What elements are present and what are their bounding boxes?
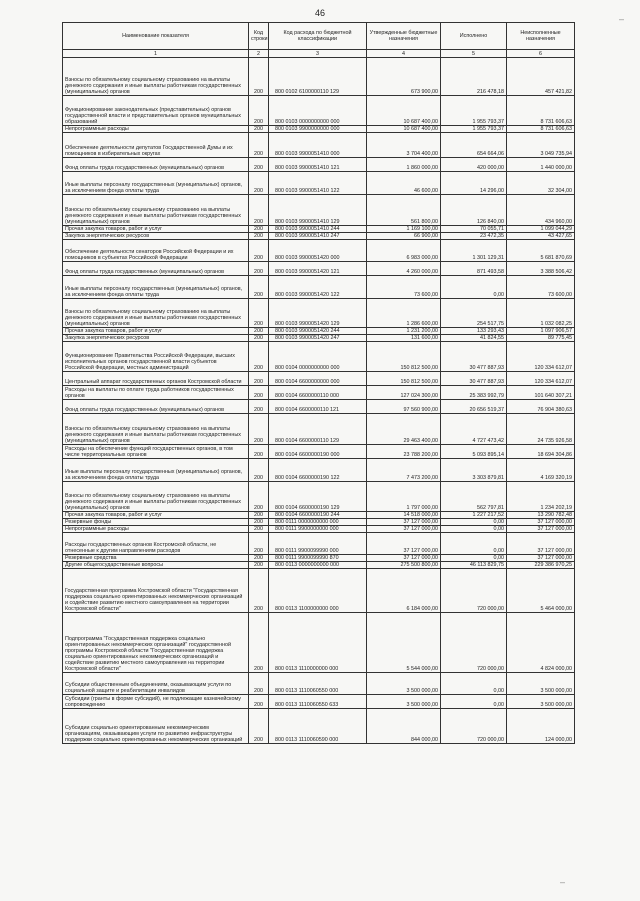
row-unexecuted-amount: 4 824 000,00 bbox=[507, 613, 575, 673]
row-executed-amount: 14 296,00 bbox=[441, 172, 507, 195]
scan-mark-top: – bbox=[618, 14, 624, 24]
row-approved-amount: 1 231 200,00 bbox=[367, 328, 441, 335]
table-row bbox=[63, 58, 575, 96]
row-indicator-name: Расходы государственных органов Костромской области, не отнесенные к другим направлениям расходов bbox=[63, 533, 249, 555]
row-line-code: 200 bbox=[249, 695, 269, 709]
table-row bbox=[63, 133, 575, 158]
table-row bbox=[63, 482, 575, 512]
row-indicator-name: Взносы по обязательному социальному страхованию на выплаты денежного содержания и иные выплаты работникам государственных (муниципальных) органов bbox=[63, 299, 249, 328]
row-line-code: 200 bbox=[249, 519, 269, 526]
row-indicator-name: Резервные средства bbox=[63, 555, 249, 562]
row-line-code: 200 bbox=[249, 512, 269, 519]
row-approved-amount: 29 463 400,00 bbox=[367, 414, 441, 445]
row-line-code: 200 bbox=[249, 240, 269, 262]
row-indicator-name: Субсидии (гранты в форме субсидий), не подлежащие казначейскому сопровождению bbox=[63, 695, 249, 709]
row-indicator-name: Центральный аппарат государственных органов Костромской области bbox=[63, 372, 249, 386]
row-executed-amount: 654 664,06 bbox=[441, 133, 507, 158]
row-budget-classification: 800 0103 9900051410 247 bbox=[269, 233, 367, 240]
row-approved-amount: 3 500 000,00 bbox=[367, 673, 441, 695]
row-line-code: 200 bbox=[249, 613, 269, 673]
table-row bbox=[63, 195, 575, 226]
row-budget-classification: 800 0113 0000000000 000 bbox=[269, 562, 367, 569]
row-indicator-name: Прочая закупка товаров, работ и услуг bbox=[63, 226, 249, 233]
table-row bbox=[63, 226, 575, 233]
row-budget-classification: 800 0113 1110000000 000 bbox=[269, 613, 367, 673]
row-unexecuted-amount: 1 032 082,25 bbox=[507, 299, 575, 328]
row-line-code: 200 bbox=[249, 335, 269, 342]
row-budget-classification: 800 0102 6100000110 129 bbox=[269, 58, 367, 96]
row-indicator-name: Иные выплаты персоналу государственных (муниципальных) органов, за исключением фонда оплаты труда bbox=[63, 276, 249, 299]
row-line-code: 200 bbox=[249, 276, 269, 299]
row-approved-amount: 673 900,00 bbox=[367, 58, 441, 96]
row-unexecuted-amount: 101 640 307,21 bbox=[507, 386, 575, 400]
row-approved-amount: 6 983 000,00 bbox=[367, 240, 441, 262]
budget-execution-table bbox=[62, 22, 575, 744]
row-line-code: 200 bbox=[249, 533, 269, 555]
page-number: 46 bbox=[314, 8, 325, 18]
row-line-code: 200 bbox=[249, 96, 269, 126]
row-indicator-name: Субсидии социально ориентированным некоммерческим организациям, оказывающим услуги по развитию инфраструктуры поддержки социально ориентированных некоммерческих организаций bbox=[63, 709, 249, 744]
table-column-numbers-row bbox=[63, 50, 575, 58]
row-line-code: 200 bbox=[249, 328, 269, 335]
row-indicator-name: Функционирование законодательных (представительных) органов государственной власти и представительных органов муниципальных образований bbox=[63, 96, 249, 126]
row-executed-amount: 720 000,00 bbox=[441, 709, 507, 744]
row-approved-amount: 131 600,00 bbox=[367, 335, 441, 342]
table-row bbox=[63, 526, 575, 533]
table-row bbox=[63, 414, 575, 445]
row-unexecuted-amount: 37 127 000,00 bbox=[507, 533, 575, 555]
row-approved-amount: 23 788 200,00 bbox=[367, 445, 441, 459]
row-budget-classification: 800 0111 9900000000 000 bbox=[269, 526, 367, 533]
row-approved-amount: 1 286 600,00 bbox=[367, 299, 441, 328]
row-approved-amount: 150 812 500,00 bbox=[367, 372, 441, 386]
row-executed-amount: 720 000,00 bbox=[441, 613, 507, 673]
row-indicator-name: Фонд оплаты труда государственных (муниципальных) органов bbox=[63, 400, 249, 414]
row-unexecuted-amount: 8 731 606,63 bbox=[507, 126, 575, 133]
row-executed-amount: 30 477 887,93 bbox=[441, 372, 507, 386]
row-approved-amount: 14 518 000,00 bbox=[367, 512, 441, 519]
row-unexecuted-amount: 4 169 320,19 bbox=[507, 459, 575, 482]
row-executed-amount: 0,00 bbox=[441, 673, 507, 695]
row-budget-classification: 800 0103 9900051420 247 bbox=[269, 335, 367, 342]
table-row bbox=[63, 519, 575, 526]
row-line-code: 200 bbox=[249, 372, 269, 386]
table-row bbox=[63, 372, 575, 386]
row-executed-amount: 0,00 bbox=[441, 555, 507, 562]
row-budget-classification: 800 0103 9900051420 121 bbox=[269, 262, 367, 276]
row-unexecuted-amount: 89 775,45 bbox=[507, 335, 575, 342]
table-row bbox=[63, 233, 575, 240]
row-approved-amount: 6 184 000,00 bbox=[367, 569, 441, 613]
row-indicator-name: Взносы по обязательному социальному страхованию на выплаты денежного содержания и иные выплаты работникам государственных (муниципальных) органов bbox=[63, 195, 249, 226]
row-indicator-name: Субсидии общественным объединениям, оказывающим услуги по социальной защите и реабилитации инвалидов bbox=[63, 673, 249, 695]
row-executed-amount: 3 303 879,81 bbox=[441, 459, 507, 482]
row-line-code: 200 bbox=[249, 400, 269, 414]
row-line-code: 200 bbox=[249, 58, 269, 96]
row-unexecuted-amount: 37 127 000,00 bbox=[507, 555, 575, 562]
row-budget-classification: 800 0103 9900051410 000 bbox=[269, 133, 367, 158]
column-number: 3 bbox=[269, 50, 367, 58]
table-row bbox=[63, 276, 575, 299]
header-budget-classification: Код расхода по бюджетной классификации bbox=[269, 23, 367, 50]
table-row bbox=[63, 126, 575, 133]
row-unexecuted-amount: 120 334 612,07 bbox=[507, 342, 575, 372]
row-line-code: 200 bbox=[249, 562, 269, 569]
row-budget-classification: 800 0104 6600000190 122 bbox=[269, 459, 367, 482]
row-executed-amount: 1 955 793,37 bbox=[441, 126, 507, 133]
row-budget-classification: 800 0103 9900051420 129 bbox=[269, 299, 367, 328]
table-row bbox=[63, 386, 575, 400]
row-budget-classification: 800 0111 0000000000 000 bbox=[269, 519, 367, 526]
row-line-code: 200 bbox=[249, 172, 269, 195]
row-executed-amount: 1 955 793,37 bbox=[441, 96, 507, 126]
row-budget-classification: 800 0104 0000000000 000 bbox=[269, 342, 367, 372]
column-number: 2 bbox=[249, 50, 269, 58]
row-budget-classification: 800 0111 9900099990 870 bbox=[269, 555, 367, 562]
row-budget-classification: 800 0104 6600000190 000 bbox=[269, 445, 367, 459]
row-line-code: 200 bbox=[249, 262, 269, 276]
row-indicator-name: Фонд оплаты труда государственных (муниципальных) органов bbox=[63, 158, 249, 172]
row-budget-classification: 800 0103 9900000000 000 bbox=[269, 126, 367, 133]
row-approved-amount: 150 812 500,00 bbox=[367, 342, 441, 372]
row-line-code: 200 bbox=[249, 569, 269, 613]
row-approved-amount: 844 000,00 bbox=[367, 709, 441, 744]
row-line-code: 200 bbox=[249, 126, 269, 133]
row-executed-amount: 216 478,18 bbox=[441, 58, 507, 96]
column-number: 6 bbox=[507, 50, 575, 58]
row-unexecuted-amount: 229 386 970,25 bbox=[507, 562, 575, 569]
row-unexecuted-amount: 13 290 782,48 bbox=[507, 512, 575, 519]
row-approved-amount: 4 260 000,00 bbox=[367, 262, 441, 276]
row-indicator-name: Обеспечение деятельности сенаторов Российской Федерации и их помощников в субъектах Российской Федерации bbox=[63, 240, 249, 262]
row-unexecuted-amount: 3 388 506,42 bbox=[507, 262, 575, 276]
row-approved-amount: 10 687 400,00 bbox=[367, 96, 441, 126]
table-row bbox=[63, 709, 575, 744]
row-indicator-name: Расходы на выплаты по оплате труда работников государственных органов bbox=[63, 386, 249, 400]
row-executed-amount: 0,00 bbox=[441, 533, 507, 555]
table-row bbox=[63, 158, 575, 172]
row-line-code: 200 bbox=[249, 158, 269, 172]
row-executed-amount: 0,00 bbox=[441, 519, 507, 526]
table-row bbox=[63, 533, 575, 555]
header-line-code: Код строки bbox=[249, 23, 269, 50]
row-indicator-name: Обеспечение деятельности депутатов Государственной Думы и их помощников в избирательных округах bbox=[63, 133, 249, 158]
row-line-code: 200 bbox=[249, 414, 269, 445]
row-budget-classification: 800 0103 9900051420 244 bbox=[269, 328, 367, 335]
row-line-code: 200 bbox=[249, 526, 269, 533]
row-approved-amount: 3 704 400,00 bbox=[367, 133, 441, 158]
table-row bbox=[63, 512, 575, 519]
row-executed-amount: 5 093 895,14 bbox=[441, 445, 507, 459]
table-row bbox=[63, 569, 575, 613]
row-budget-classification: 800 0113 1100000000 000 bbox=[269, 569, 367, 613]
row-unexecuted-amount: 43 427,65 bbox=[507, 233, 575, 240]
header-executed: Исполнено bbox=[441, 23, 507, 50]
row-line-code: 200 bbox=[249, 459, 269, 482]
table-row bbox=[63, 342, 575, 372]
row-line-code: 200 bbox=[249, 233, 269, 240]
row-executed-amount: 0,00 bbox=[441, 526, 507, 533]
row-executed-amount: 720 000,00 bbox=[441, 569, 507, 613]
row-line-code: 200 bbox=[249, 195, 269, 226]
table-row bbox=[63, 695, 575, 709]
row-approved-amount: 1 860 000,00 bbox=[367, 158, 441, 172]
row-executed-amount: 1 227 217,52 bbox=[441, 512, 507, 519]
row-unexecuted-amount: 24 735 926,58 bbox=[507, 414, 575, 445]
table-body bbox=[63, 58, 575, 744]
row-line-code: 200 bbox=[249, 555, 269, 562]
row-line-code: 200 bbox=[249, 386, 269, 400]
row-executed-amount: 4 727 473,42 bbox=[441, 414, 507, 445]
row-unexecuted-amount: 3 500 000,00 bbox=[507, 673, 575, 695]
row-indicator-name: Прочая закупка товаров, работ и услуг bbox=[63, 328, 249, 335]
row-approved-amount: 37 127 000,00 bbox=[367, 526, 441, 533]
scan-mark-bottom: – bbox=[560, 877, 566, 887]
row-unexecuted-amount: 73 600,00 bbox=[507, 276, 575, 299]
row-executed-amount: 41 824,55 bbox=[441, 335, 507, 342]
table-row bbox=[63, 335, 575, 342]
row-executed-amount: 70 055,71 bbox=[441, 226, 507, 233]
row-approved-amount: 37 127 000,00 bbox=[367, 533, 441, 555]
row-indicator-name: Взносы по обязательному социальному страхованию на выплаты денежного содержания и иные выплаты работникам государственных (муниципальных) органов bbox=[63, 58, 249, 96]
table-row bbox=[63, 400, 575, 414]
row-approved-amount: 37 127 000,00 bbox=[367, 555, 441, 562]
header-approved: Утвержденные бюджетные назначения bbox=[367, 23, 441, 50]
row-unexecuted-amount: 8 731 606,63 bbox=[507, 96, 575, 126]
row-approved-amount: 3 500 000,00 bbox=[367, 695, 441, 709]
row-approved-amount: 127 024 300,00 bbox=[367, 386, 441, 400]
row-unexecuted-amount: 37 127 000,00 bbox=[507, 526, 575, 533]
row-unexecuted-amount: 32 304,00 bbox=[507, 172, 575, 195]
row-indicator-name: Другие общегосударственные вопросы bbox=[63, 562, 249, 569]
row-indicator-name: Резервные фонды bbox=[63, 519, 249, 526]
row-budget-classification: 800 0113 1110060590 000 bbox=[269, 709, 367, 744]
row-indicator-name: Расходы на обеспечение функций государственных органов, в том числе территориальных органов bbox=[63, 445, 249, 459]
row-unexecuted-amount: 3 500 000,00 bbox=[507, 695, 575, 709]
table-row bbox=[63, 328, 575, 335]
row-line-code: 200 bbox=[249, 709, 269, 744]
row-budget-classification: 800 0103 9900051420 122 bbox=[269, 276, 367, 299]
table-row bbox=[63, 562, 575, 569]
row-approved-amount: 66 900,00 bbox=[367, 233, 441, 240]
row-indicator-name: Иные выплаты персоналу государственных (муниципальных) органов, за исключением фонда оплаты труда bbox=[63, 172, 249, 195]
table-row bbox=[63, 555, 575, 562]
row-budget-classification: 800 0103 9900051410 122 bbox=[269, 172, 367, 195]
row-executed-amount: 20 656 519,37 bbox=[441, 400, 507, 414]
row-unexecuted-amount: 18 694 304,86 bbox=[507, 445, 575, 459]
row-line-code: 200 bbox=[249, 342, 269, 372]
row-approved-amount: 561 800,00 bbox=[367, 195, 441, 226]
row-unexecuted-amount: 37 127 000,00 bbox=[507, 519, 575, 526]
row-indicator-name: Подпрограмма "Государственная поддержка социально ориентированных некоммерческих организаций" государственной программы Костромской области "Государственная поддержка социально ориентированных некоммерческих организаций и содействие развитию местного самоуправления на территории Костромской области" bbox=[63, 613, 249, 673]
row-indicator-name: Непрограммные расходы bbox=[63, 526, 249, 533]
row-approved-amount: 37 127 000,00 bbox=[367, 519, 441, 526]
row-executed-amount: 420 000,00 bbox=[441, 158, 507, 172]
row-budget-classification: 800 0113 1110060550 633 bbox=[269, 695, 367, 709]
table-row bbox=[63, 96, 575, 126]
header-unexecuted: Неисполненные назначения bbox=[507, 23, 575, 50]
row-executed-amount: 1 301 129,31 bbox=[441, 240, 507, 262]
table-row bbox=[63, 673, 575, 695]
table-row bbox=[63, 445, 575, 459]
row-executed-amount: 133 293,43 bbox=[441, 328, 507, 335]
row-indicator-name: Прочая закупка товаров, работ и услуг bbox=[63, 512, 249, 519]
table-row bbox=[63, 459, 575, 482]
header-indicator-name: Наименование показателя bbox=[63, 23, 249, 50]
column-number: 5 bbox=[441, 50, 507, 58]
row-unexecuted-amount: 457 421,82 bbox=[507, 58, 575, 96]
row-unexecuted-amount: 434 960,00 bbox=[507, 195, 575, 226]
row-budget-classification: 800 0103 9900051410 244 bbox=[269, 226, 367, 233]
row-indicator-name: Иные выплаты персоналу государственных (муниципальных) органов, за исключением фонда оплаты труда bbox=[63, 459, 249, 482]
row-budget-classification: 800 0103 0000000000 000 bbox=[269, 96, 367, 126]
row-unexecuted-amount: 3 049 735,94 bbox=[507, 133, 575, 158]
row-unexecuted-amount: 5 464 000,00 bbox=[507, 569, 575, 613]
row-budget-classification: 800 0111 9900099990 000 bbox=[269, 533, 367, 555]
table-header-row bbox=[63, 23, 575, 50]
row-unexecuted-amount: 1 440 000,00 bbox=[507, 158, 575, 172]
row-line-code: 200 bbox=[249, 299, 269, 328]
column-number: 1 bbox=[63, 50, 249, 58]
row-executed-amount: 871 493,58 bbox=[441, 262, 507, 276]
row-line-code: 200 bbox=[249, 482, 269, 512]
row-indicator-name: Закупка энергетических ресурсов bbox=[63, 335, 249, 342]
row-budget-classification: 800 0103 9900051410 129 bbox=[269, 195, 367, 226]
row-budget-classification: 800 0104 6600000190 244 bbox=[269, 512, 367, 519]
row-budget-classification: 800 0103 9900051420 000 bbox=[269, 240, 367, 262]
row-executed-amount: 126 840,00 bbox=[441, 195, 507, 226]
row-approved-amount: 1 169 100,00 bbox=[367, 226, 441, 233]
table-row bbox=[63, 613, 575, 673]
row-budget-classification: 800 0104 6600000110 000 bbox=[269, 386, 367, 400]
row-budget-classification: 800 0104 6600000110 129 bbox=[269, 414, 367, 445]
row-budget-classification: 800 0103 9900051410 121 bbox=[269, 158, 367, 172]
row-executed-amount: 25 383 992,79 bbox=[441, 386, 507, 400]
row-executed-amount: 30 477 887,93 bbox=[441, 342, 507, 372]
table-row bbox=[63, 299, 575, 328]
row-indicator-name: Функционирование Правительства Российской Федерации, высших исполнительных органов государственной власти субъектов Российской Федерации, местных администраций bbox=[63, 342, 249, 372]
row-unexecuted-amount: 124 000,00 bbox=[507, 709, 575, 744]
row-indicator-name: Взносы по обязательному социальному страхованию на выплаты денежного содержания и иные выплаты работникам государственных (муниципальных) органов bbox=[63, 482, 249, 512]
row-budget-classification: 800 0113 1110060550 000 bbox=[269, 673, 367, 695]
row-unexecuted-amount: 76 904 380,63 bbox=[507, 400, 575, 414]
row-line-code: 200 bbox=[249, 445, 269, 459]
row-approved-amount: 275 500 800,00 bbox=[367, 562, 441, 569]
table-row bbox=[63, 262, 575, 276]
row-approved-amount: 1 797 000,00 bbox=[367, 482, 441, 512]
row-unexecuted-amount: 1 234 202,19 bbox=[507, 482, 575, 512]
row-executed-amount: 254 517,75 bbox=[441, 299, 507, 328]
row-unexecuted-amount: 5 681 870,69 bbox=[507, 240, 575, 262]
row-line-code: 200 bbox=[249, 673, 269, 695]
row-budget-classification: 800 0104 6600000000 000 bbox=[269, 372, 367, 386]
row-unexecuted-amount: 1 097 906,57 bbox=[507, 328, 575, 335]
row-approved-amount: 46 600,00 bbox=[367, 172, 441, 195]
row-unexecuted-amount: 1 099 044,29 bbox=[507, 226, 575, 233]
row-indicator-name: Государственная программа Костромской области "Государственная поддержка социально ориентированных некоммерческих организаций и содействие развитию местного самоуправления на территории Костромской области" bbox=[63, 569, 249, 613]
row-executed-amount: 562 797,81 bbox=[441, 482, 507, 512]
row-approved-amount: 73 600,00 bbox=[367, 276, 441, 299]
row-line-code: 200 bbox=[249, 226, 269, 233]
row-line-code: 200 bbox=[249, 133, 269, 158]
row-executed-amount: 0,00 bbox=[441, 695, 507, 709]
table-row bbox=[63, 172, 575, 195]
row-budget-classification: 800 0104 6600000110 121 bbox=[269, 400, 367, 414]
row-approved-amount: 97 560 900,00 bbox=[367, 400, 441, 414]
row-indicator-name: Закупка энергетических ресурсов bbox=[63, 233, 249, 240]
row-executed-amount: 46 113 829,75 bbox=[441, 562, 507, 569]
row-unexecuted-amount: 120 334 612,07 bbox=[507, 372, 575, 386]
row-approved-amount: 5 544 000,00 bbox=[367, 613, 441, 673]
row-approved-amount: 7 473 200,00 bbox=[367, 459, 441, 482]
row-executed-amount: 23 472,35 bbox=[441, 233, 507, 240]
column-number: 4 bbox=[367, 50, 441, 58]
row-indicator-name: Непрограммные расходы bbox=[63, 126, 249, 133]
row-indicator-name: Фонд оплаты труда государственных (муниципальных) органов bbox=[63, 262, 249, 276]
row-approved-amount: 10 687 400,00 bbox=[367, 126, 441, 133]
row-indicator-name: Взносы по обязательному социальному страхованию на выплаты денежного содержания и иные выплаты работникам государственных (муниципальных) органов bbox=[63, 414, 249, 445]
row-budget-classification: 800 0104 6600000190 129 bbox=[269, 482, 367, 512]
table-row bbox=[63, 240, 575, 262]
row-executed-amount: 0,00 bbox=[441, 276, 507, 299]
